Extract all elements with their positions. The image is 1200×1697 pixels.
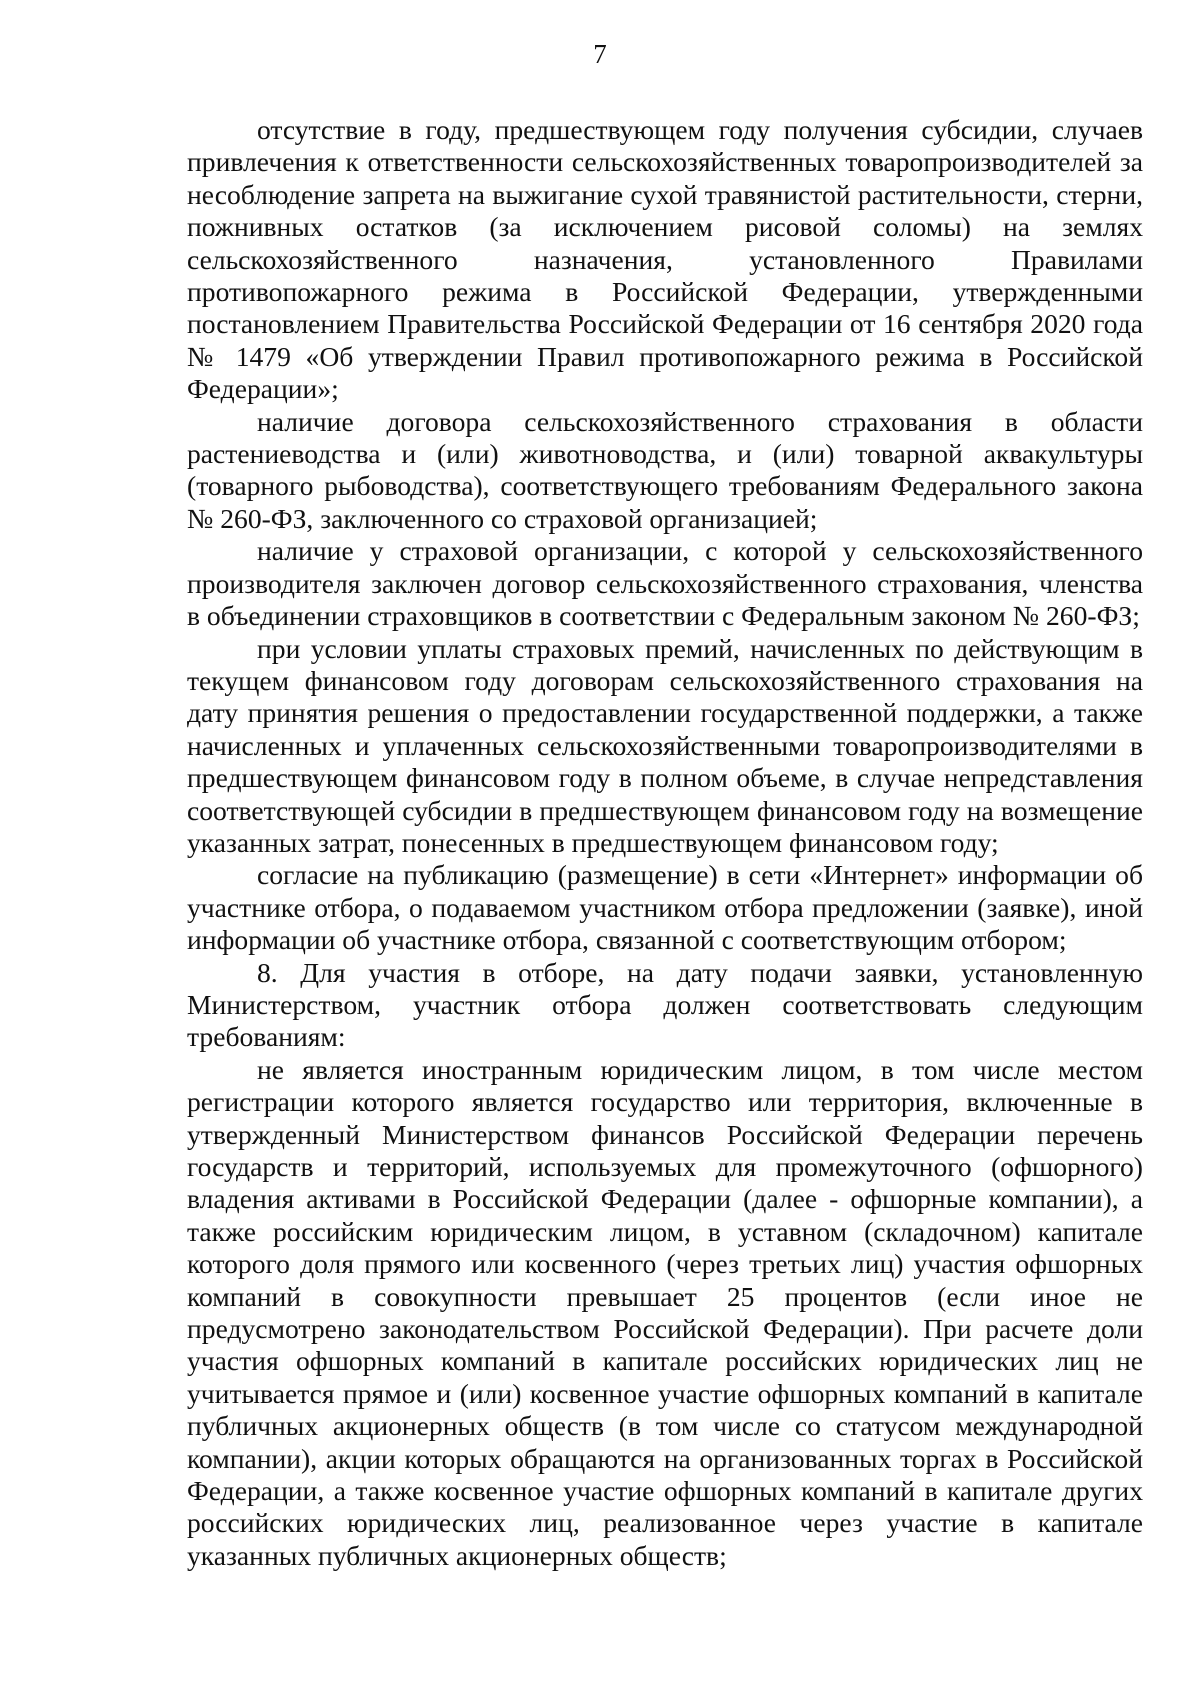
- paragraph-offshore-restriction: не является иностранным юридическим лицом, в том числе местом регистрации которого является государство или территория, включенные в утвержденный Министерством финансов Российской Федерации перечень государств и территорий, используемых для промежуточного (офшорного) владения активами в Российской Федерации (далее - офшорные компании), а также российским юридическим лицом, в уставном (складочном) капитале которого доля прямого или косвенного (через третьих лиц) участия офшорных компаний в совокупности превышает 25 процентов (если иное не предусмотрено законодательством Российской Федерации). При расчете доли участия офшорных компаний в капитале российских юридических лиц не учитывается прямое и (или) косвенное участие офшорных компаний в капитале публичных акционерных обществ (в том числе со статусом международной компании), акции которых обращаются на организованных торгах в Российской Федерации, а также косвенное участие офшорных компаний в капитале других российских юридических лиц, реализованное через участие в капитале указанных публичных акционерных обществ;: [187, 1053, 1143, 1571]
- document-body: [187, 114, 1143, 1572]
- page-number: 7: [593, 39, 607, 69]
- paragraph-premium-payment: при условии уплаты страховых премий, начисленных по действующим в текущем финансовом году договорам сельскохозяйственного страхования на дату принятия решения о предоставлении государственной поддержки, а также начисленных и уплаченных сельскохозяйственными товаропроизводителями в предшествующем финансовом году в полном объеме, в случае непредставления соответствующей субсидии в предшествующем финансовом году на возмещение указанных затрат, понесенных в предшествующем финансовом году;: [187, 632, 1143, 858]
- paragraph-insurance-contract: наличие договора сельскохозяйственного страхования в области растениеводства и (или) животноводства, и (или) товарной аквакультуры (товарного рыбоводства), соответствующего требованиям Федерального закона № 260-ФЗ, заключенного со страховой организацией;: [187, 405, 1143, 534]
- paragraph-publication-consent: согласие на публикацию (размещение) в сети «Интернет» информации об участнике отбора, о подаваемом участником отбора предложении (заявке), иной информации об участнике отбора, связанной с соответствующим отбором;: [187, 859, 1143, 956]
- paragraph-section-8-requirements: 8. Для участия в отборе, на дату подачи заявки, установленную Министерством, участник отбора должен соответствовать следующим требованиям:: [187, 956, 1143, 1053]
- paragraph-fire-safety-compliance: отсутствие в году, предшествующем году получения субсидии, случаев привлечения к ответственности сельскохозяйственных товаропроизводителей за несоблюдение запрета на выжигание сухой травянистой растительности, стерни, пожнивных остатков (за исключением рисовой соломы) на землях сельскохозяйственного назначения, установленного Правилами противопожарного режима в Российской Федерации, утвержденными постановлением Правительства Российской Федерации от 16 сентября 2020 года № 1479 «Об утверждении Правил противопожарного режима в Российской Федерации»;: [187, 114, 1143, 405]
- paragraph-insurer-membership: наличие у страховой организации, с которой у сельскохозяйственного производителя заключен договор сельскохозяйственного страхования, членства в объединении страховщиков в соответствии с Федеральным законом № 260-ФЗ;: [187, 535, 1143, 632]
